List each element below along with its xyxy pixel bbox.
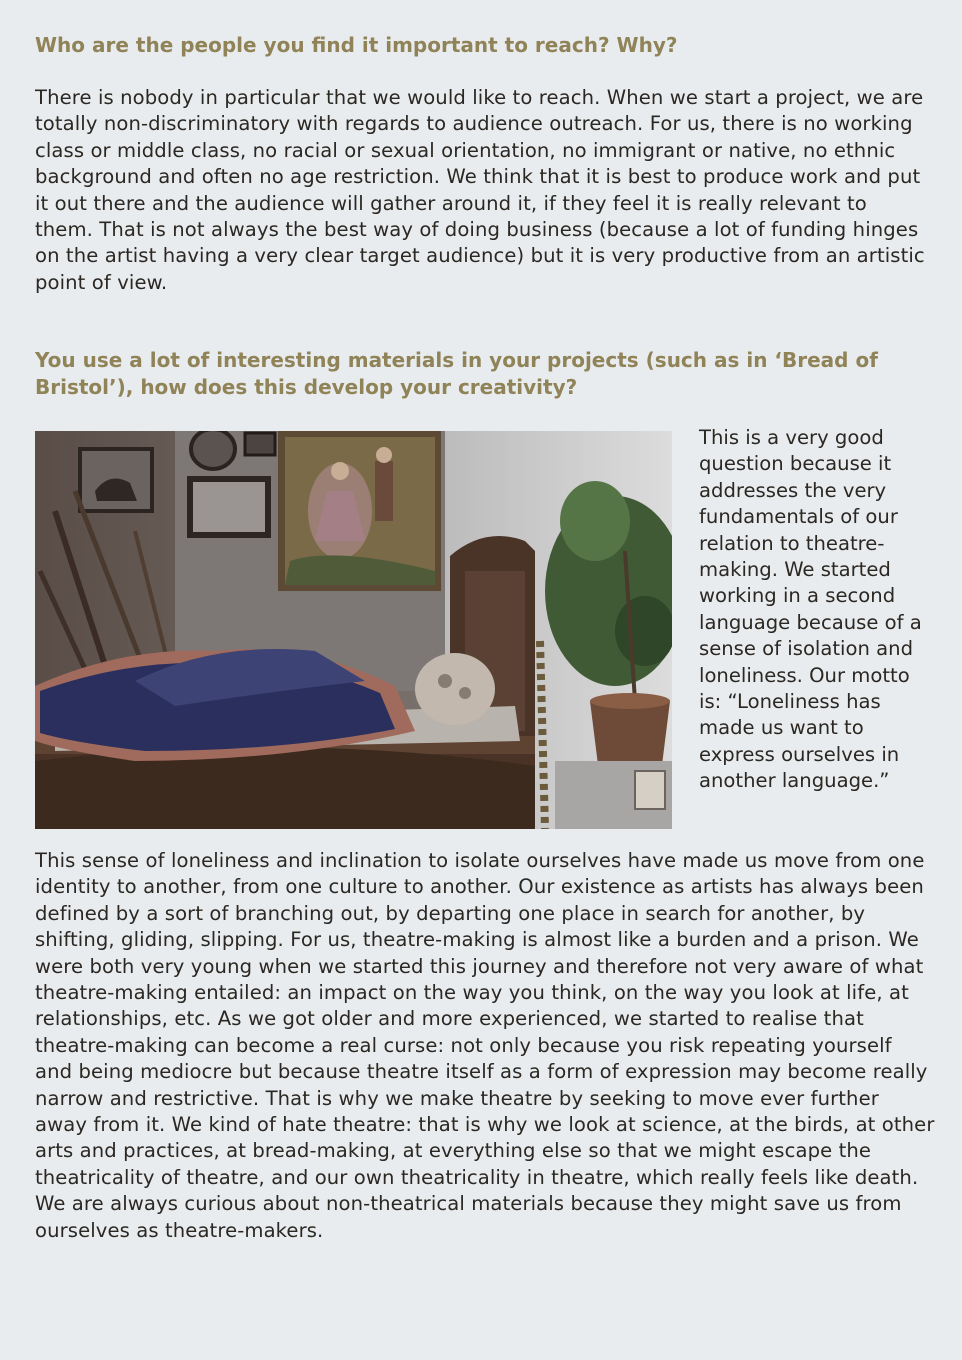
answer-materials-side: This is a very good question because it addresses the very fundamentals of our relation to theatre-making. We started working in a second language because of a sense of isolation and loneliness. Our motto is: “Loneliness has made us want to express ourselves in another language.” bbox=[699, 426, 922, 793]
answer-audience: There is nobody in particular that we would like to reach. When we start a project, we are totally non-discriminatory with regards to audience outreach. For us, there is no working class or middle class, no racial or sexual orientation, no immigrant or native, no ethnic background and often no age restriction. We think that it is best to produce work and put it out there and the audience will gather around it, if they feel it is really relevant to them. That is not always the best way of doing business (because a lot of funding hinges on the artist having a very clear target audience) but it is very productive from an artistic point of view. bbox=[35, 86, 925, 294]
answer-materials-main: This sense of loneliness and inclination to isolate ourselves have made us move from one identity to another, from one culture to another. Our existence as artists has always been defined by a sort of branching out, by departing one place in search for another, by shifting, gliding, slipping. For us, theatre-making is almost like a burden and a prison. We were both very young when we started this journey and therefore not very aware of what theatre-making entailed: an impact on the way you think, on the way you look at life, at relationships, etc. As we got older and more experienced, we started to realise that theatre-making can become a real curse: not only because you risk repeating yourself and being mediocre but because theatre itself as a form of expression may become really narrow and restrictive. That is why we make theatre by seeking to move ever further away from it. We kind of hate theatre: that is why we look at science, at the birds, at other arts and practices, at bread-making, at everything else so that we might escape the theatricality of theatre, and our own theatricality in theatre, which really feels like death. We are always curious about non-theatrical materials because they might save us from ourselves as theatre-makers. bbox=[35, 849, 935, 1242]
question-audience: Who are the people you find it important to reach? Why? bbox=[35, 33, 678, 57]
question-materials: You use a lot of interesting materials in your projects (such as in ‘Bread of Bristol’), how does this develop your creativity? bbox=[35, 348, 878, 399]
bedroom-photo bbox=[35, 431, 672, 829]
